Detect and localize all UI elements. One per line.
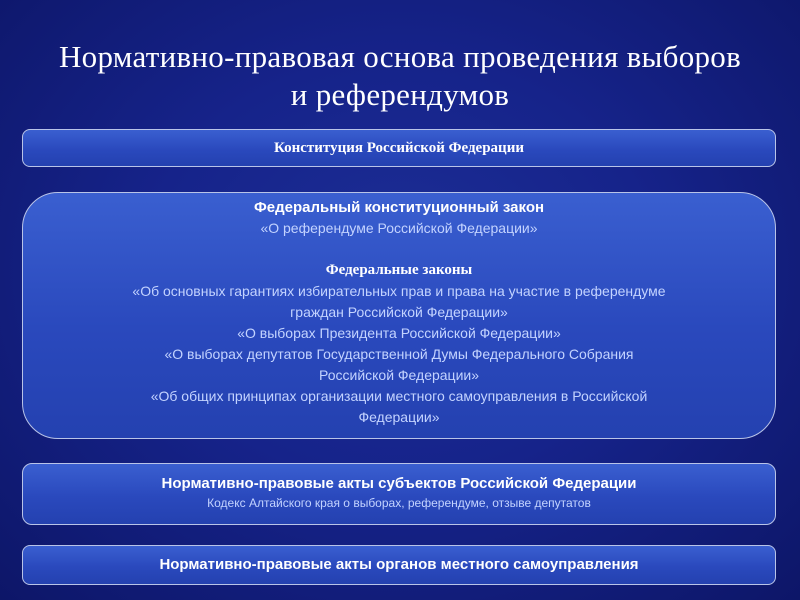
constitution-box: [22, 129, 776, 167]
local-acts-box: [22, 545, 776, 585]
page-title: [0, 38, 800, 114]
fz-item: Российской Федерации»: [318, 367, 480, 383]
local-heading: Нормативно-правовые акты органов местного самоуправления: [159, 556, 639, 573]
fz-item: Федерации»: [358, 409, 440, 425]
constitution-label: Конституция Российской Федерации: [273, 140, 524, 156]
fz-item: «Об общих принципах организации местного самоуправления в Российской: [150, 388, 648, 404]
page-title-line1: Нормативно-правовая основа проведения выборов: [58, 39, 742, 74]
fkz-item: «О референдуме Российской Федерации»: [260, 220, 538, 236]
fz-item: «Об основных гарантиях избирательных прав и права на участие в референдуме: [132, 283, 666, 299]
regional-heading: Нормативно-правовые акты субъектов Российской Федерации: [161, 475, 637, 492]
fz-heading: Федеральные законы: [325, 262, 473, 278]
fz-item: «О выборах Президента Российской Федерации»: [237, 325, 561, 341]
fz-item: «О выборах депутатов Государственной Думы Федерального Собрания: [164, 346, 634, 362]
fz-item: граждан Российской Федерации»: [290, 304, 508, 320]
page-title-line2: и референдумов: [290, 77, 510, 112]
fkz-heading: Федеральный конституционный закон: [253, 199, 545, 216]
spacer: [23, 239, 775, 260]
federal-laws-box: [22, 192, 776, 439]
regional-acts-box: [22, 463, 776, 525]
regional-item: Кодекс Алтайского края о выборах, референдуме, отзыве депутатов: [207, 496, 591, 510]
